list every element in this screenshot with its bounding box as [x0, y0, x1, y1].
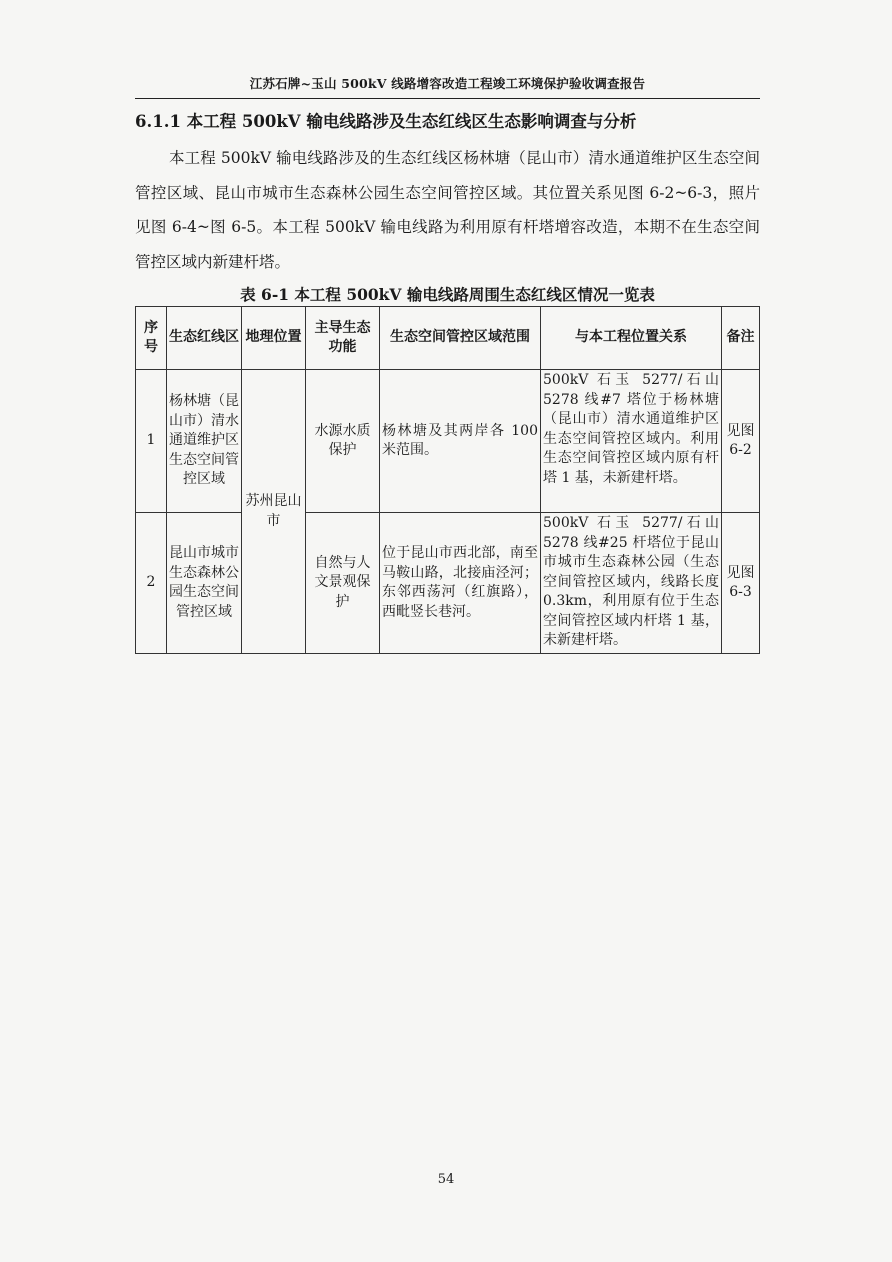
- header-cell-function: 主导生态功能: [306, 307, 380, 370]
- header-cell-no: 序号: [136, 307, 167, 370]
- table-header-row: [136, 307, 760, 370]
- header-cell-zone: 生态红线区: [167, 307, 242, 370]
- header-cell-location: 地理位置: [242, 307, 306, 370]
- cell-note: 见图 6-2: [722, 370, 760, 513]
- table-caption: 表 6-1 本工程 500kV 输电线路周围生态红线区情况一览表: [240, 285, 655, 304]
- cell-zone: 杨林塘（昆山市）清水通道维护区生态空间管控区域: [167, 370, 242, 513]
- ecological-redline-table: [135, 306, 760, 654]
- cell-relation: 500kV 石玉 5277/石山 5278 线#7 塔位于杨林塘（昆山市）清水通道维护区生态空间管控区域内。利用生态空间管控区域内原有杆塔 1 基，未新建杆塔。: [541, 370, 722, 513]
- cell-range: 位于昆山市西北部，南至马鞍山路，北接庙泾河；东邻西荡河（红旗路），西毗竖长巷河。: [380, 513, 541, 654]
- cell-function: 自然与人文景观保护: [306, 513, 380, 654]
- table-row: [136, 513, 760, 654]
- running-header: 江苏石牌~玉山 500kV 线路增容改造工程竣工环境保护验收调查报告: [249, 76, 646, 91]
- section-heading: 6.1.1 本工程 500kV 输电线路涉及生态红线区生态影响调查与分析: [135, 112, 637, 131]
- header-rule: [135, 98, 760, 99]
- header-cell-relation: 与本工程位置关系: [541, 307, 722, 370]
- cell-range: 杨林塘及其两岸各 100 米范围。: [380, 370, 541, 513]
- table-row: [136, 370, 760, 513]
- header-cell-range: 生态空间管控区域范围: [380, 307, 541, 370]
- cell-no: 2: [136, 513, 167, 654]
- page-number: 54: [437, 1172, 455, 1187]
- header-cell-note: 备注: [722, 307, 760, 370]
- cell-location: 苏州昆山市: [242, 370, 306, 654]
- body-paragraph: 本工程 500kV 输电线路涉及的生态红线区杨林塘（昆山市）清水通道维护区生态空间管控区域、昆山市城市生态森林公园生态空间管控区域。其位置关系见图 6-2~6-3，照片见图 6-4~图 6-5。本工程 500kV 输电线路为利用原有杆塔增容改造，本期不在生态空间管控区域内新建杆塔。: [135, 149, 760, 271]
- cell-function: 水源水质保护: [306, 370, 380, 513]
- cell-relation: 500kV 石玉 5277/石山 5278 线#25 杆塔位于昆山市城市生态森林公园（生态空间管控区域内，线路长度 0.3km，利用原有位于生态空间管控区域内杆塔 1 基，未新建杆塔。: [541, 513, 722, 654]
- cell-no: 1: [136, 370, 167, 513]
- cell-note: 见图 6-3: [722, 513, 760, 654]
- cell-zone: 昆山市城市生态森林公园生态空间管控区域: [167, 513, 242, 654]
